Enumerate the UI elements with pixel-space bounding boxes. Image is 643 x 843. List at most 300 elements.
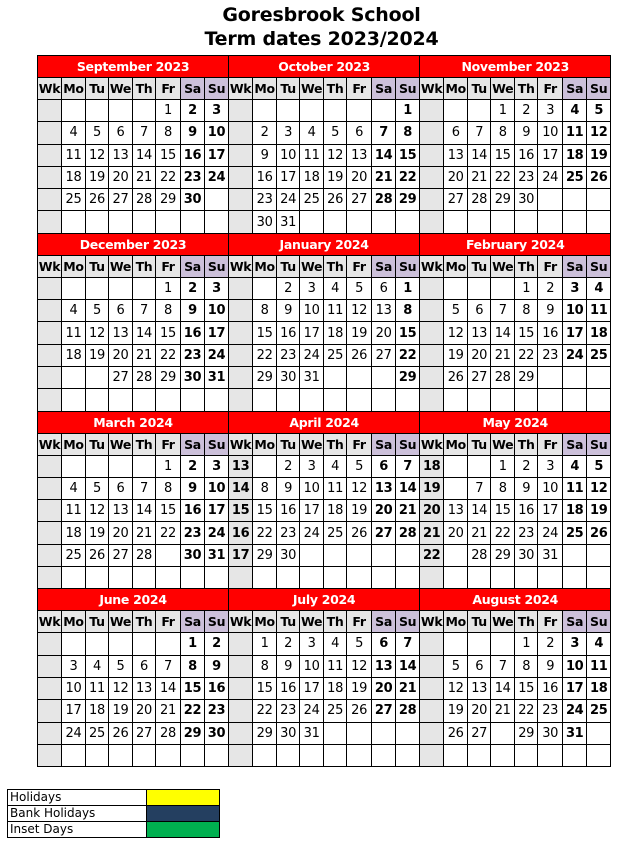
- date-cell: [181, 567, 205, 589]
- date-cell: 24: [538, 522, 563, 544]
- date-cell: [444, 389, 468, 411]
- month-title: February 2024: [420, 233, 611, 255]
- week-number-cell: [420, 100, 444, 122]
- date-cell: 3: [300, 633, 324, 655]
- date-cell: [444, 455, 468, 477]
- date-cell: 3: [205, 277, 229, 299]
- date-cell: 15: [515, 677, 538, 699]
- day-header-wk: Wk: [38, 78, 62, 100]
- date-cell: 29: [491, 189, 515, 211]
- week-number-cell: [38, 277, 62, 299]
- date-cell: 18: [86, 700, 109, 722]
- date-cell: 20: [372, 677, 396, 699]
- date-cell: [133, 100, 156, 122]
- day-header-tu: Tu: [86, 78, 109, 100]
- date-cell: 29: [156, 544, 181, 566]
- date-cell: 6: [372, 633, 396, 655]
- date-cell: [86, 455, 109, 477]
- date-cell: 15: [253, 500, 277, 522]
- date-cell: [372, 366, 396, 388]
- date-cell: [62, 100, 86, 122]
- date-cell: 29: [181, 722, 205, 744]
- week-number-cell: 18: [420, 455, 444, 477]
- date-cell: 14: [133, 500, 156, 522]
- date-cell: 2: [253, 122, 277, 144]
- date-cell: 12: [347, 655, 372, 677]
- date-cell: [563, 389, 587, 411]
- week-row: [38, 144, 611, 166]
- date-cell: [491, 567, 515, 589]
- day-header-su: Su: [205, 611, 229, 633]
- date-cell: 4: [62, 477, 86, 499]
- date-cell: [324, 744, 347, 766]
- date-cell: 23: [277, 700, 300, 722]
- day-header-we: We: [109, 611, 133, 633]
- date-cell: 14: [372, 144, 396, 166]
- date-cell: 11: [563, 477, 587, 499]
- date-cell: 5: [444, 655, 468, 677]
- month-title-row: [38, 411, 611, 433]
- date-cell: 20: [468, 344, 491, 366]
- date-cell: 21: [133, 522, 156, 544]
- date-cell: 28: [491, 366, 515, 388]
- day-header-mo: Mo: [444, 255, 468, 277]
- date-cell: 30: [515, 544, 538, 566]
- day-header-mo: Mo: [62, 255, 86, 277]
- date-cell: 18: [62, 344, 86, 366]
- day-header-tu: Tu: [468, 611, 491, 633]
- date-cell: 9: [277, 300, 300, 322]
- month-title: December 2023: [38, 233, 229, 255]
- date-cell: [300, 100, 324, 122]
- date-cell: 6: [444, 122, 468, 144]
- week-row: [38, 189, 611, 211]
- date-cell: 24: [62, 722, 86, 744]
- date-cell: 18: [563, 144, 587, 166]
- date-cell: 25: [62, 544, 86, 566]
- date-cell: [133, 277, 156, 299]
- date-cell: 10: [205, 477, 229, 499]
- date-cell: 16: [253, 166, 277, 188]
- date-cell: [468, 567, 491, 589]
- legend: [7, 789, 220, 838]
- month-title: October 2023: [229, 56, 420, 78]
- date-cell: [347, 722, 372, 744]
- date-cell: [444, 567, 468, 589]
- date-cell: [563, 744, 587, 766]
- date-cell: 9: [181, 477, 205, 499]
- date-cell: 26: [86, 189, 109, 211]
- date-cell: 1: [515, 277, 538, 299]
- date-cell: 15: [156, 322, 181, 344]
- date-cell: 29: [156, 366, 181, 388]
- date-cell: 4: [324, 277, 347, 299]
- date-cell: 9: [205, 655, 229, 677]
- week-number-cell: [38, 189, 62, 211]
- day-header-fr: Fr: [538, 78, 563, 100]
- date-cell: [347, 100, 372, 122]
- date-cell: 10: [277, 144, 300, 166]
- date-cell: 22: [515, 700, 538, 722]
- date-cell: 31: [277, 211, 300, 233]
- date-cell: 5: [587, 455, 611, 477]
- date-cell: [444, 744, 468, 766]
- day-header-su: Su: [396, 433, 420, 455]
- date-cell: [109, 455, 133, 477]
- date-cell: 18: [563, 500, 587, 522]
- day-header-tu: Tu: [277, 433, 300, 455]
- date-cell: [347, 211, 372, 233]
- date-cell: 2: [205, 633, 229, 655]
- day-header-su: Su: [587, 433, 611, 455]
- date-cell: 7: [468, 477, 491, 499]
- date-cell: [277, 744, 300, 766]
- day-header-th: Th: [515, 611, 538, 633]
- date-cell: [86, 567, 109, 589]
- week-number-cell: [229, 166, 253, 188]
- date-cell: 6: [372, 277, 396, 299]
- date-cell: 27: [444, 544, 468, 566]
- date-cell: [563, 189, 587, 211]
- day-header-sa: Sa: [181, 611, 205, 633]
- date-cell: 1: [156, 100, 181, 122]
- date-cell: 2: [181, 455, 205, 477]
- date-cell: [109, 633, 133, 655]
- week-number-cell: [229, 722, 253, 744]
- date-cell: 10: [563, 300, 587, 322]
- week-number-cell: 15: [229, 500, 253, 522]
- week-number-cell: [420, 700, 444, 722]
- day-header-fr: Fr: [156, 433, 181, 455]
- date-cell: [587, 366, 611, 388]
- date-cell: 28: [396, 700, 420, 722]
- date-cell: [277, 100, 300, 122]
- date-cell: 10: [538, 122, 563, 144]
- day-header-mo: Mo: [253, 433, 277, 455]
- date-cell: 4: [587, 277, 611, 299]
- date-cell: [538, 744, 563, 766]
- date-cell: [347, 544, 372, 566]
- week-number-cell: 17: [229, 544, 253, 566]
- day-header-wk: Wk: [229, 255, 253, 277]
- date-cell: [372, 544, 396, 566]
- week-number-cell: [38, 144, 62, 166]
- date-cell: 27: [372, 700, 396, 722]
- day-header-tu: Tu: [86, 611, 109, 633]
- date-cell: 15: [181, 677, 205, 699]
- date-cell: 19: [109, 700, 133, 722]
- day-header-su: Su: [396, 611, 420, 633]
- date-cell: 16: [181, 500, 205, 522]
- date-cell: 22: [396, 344, 420, 366]
- date-cell: 30: [181, 544, 205, 566]
- date-cell: 12: [109, 677, 133, 699]
- date-cell: 7: [133, 300, 156, 322]
- day-header-mo: Mo: [444, 78, 468, 100]
- date-cell: 17: [300, 322, 324, 344]
- legend-label: Inset Days: [8, 822, 147, 838]
- week-number-cell: [229, 144, 253, 166]
- date-cell: [515, 389, 538, 411]
- date-cell: 27: [109, 366, 133, 388]
- day-header-th: Th: [133, 433, 156, 455]
- date-cell: [109, 211, 133, 233]
- date-cell: 18: [300, 166, 324, 188]
- week-number-cell: [38, 322, 62, 344]
- date-cell: [468, 277, 491, 299]
- date-cell: [300, 567, 324, 589]
- date-cell: 9: [253, 144, 277, 166]
- date-cell: 17: [538, 500, 563, 522]
- month-title: July 2024: [229, 589, 420, 611]
- date-cell: [277, 389, 300, 411]
- day-header-su: Su: [396, 255, 420, 277]
- week-number-cell: 14: [229, 477, 253, 499]
- date-cell: [396, 544, 420, 566]
- date-cell: 30: [515, 189, 538, 211]
- date-cell: 19: [86, 166, 109, 188]
- day-header-su: Su: [205, 255, 229, 277]
- date-cell: [86, 211, 109, 233]
- week-row: [38, 544, 611, 566]
- date-cell: 28: [133, 366, 156, 388]
- day-header-th: Th: [324, 78, 347, 100]
- date-cell: [515, 744, 538, 766]
- date-cell: 31: [205, 544, 229, 566]
- day-header-wk: Wk: [420, 611, 444, 633]
- date-cell: [491, 277, 515, 299]
- date-cell: [347, 389, 372, 411]
- date-cell: 31: [300, 722, 324, 744]
- date-cell: [491, 744, 515, 766]
- day-header-wk: Wk: [38, 611, 62, 633]
- day-header-we: We: [491, 611, 515, 633]
- date-cell: 31: [538, 544, 563, 566]
- date-cell: 2: [277, 455, 300, 477]
- date-cell: [587, 722, 611, 744]
- date-cell: [468, 211, 491, 233]
- date-cell: 17: [62, 700, 86, 722]
- date-cell: 18: [324, 677, 347, 699]
- month-title: January 2024: [229, 233, 420, 255]
- week-number-cell: [420, 122, 444, 144]
- week-number-cell: [38, 166, 62, 188]
- date-cell: 30: [277, 544, 300, 566]
- day-header-wk: Wk: [38, 433, 62, 455]
- date-cell: 23: [181, 344, 205, 366]
- month-title: August 2024: [420, 589, 611, 611]
- date-cell: 1: [491, 455, 515, 477]
- date-cell: 13: [372, 655, 396, 677]
- date-cell: 27: [109, 544, 133, 566]
- date-cell: [109, 277, 133, 299]
- week-number-cell: [38, 722, 62, 744]
- date-cell: [156, 389, 181, 411]
- date-cell: 19: [324, 166, 347, 188]
- date-cell: 22: [253, 344, 277, 366]
- date-cell: 8: [181, 655, 205, 677]
- date-cell: [444, 211, 468, 233]
- date-cell: [109, 567, 133, 589]
- week-number-cell: [420, 211, 444, 233]
- date-cell: 4: [563, 455, 587, 477]
- date-cell: 1: [253, 455, 277, 477]
- week-number-cell: [420, 189, 444, 211]
- date-cell: 30: [205, 722, 229, 744]
- day-header-fr: Fr: [156, 78, 181, 100]
- date-cell: [253, 389, 277, 411]
- date-cell: [324, 100, 347, 122]
- date-cell: [515, 567, 538, 589]
- date-cell: [372, 744, 396, 766]
- date-cell: 22: [156, 344, 181, 366]
- date-cell: 26: [347, 344, 372, 366]
- date-cell: 12: [324, 144, 347, 166]
- date-cell: [563, 544, 587, 566]
- date-cell: 17: [300, 500, 324, 522]
- day-header-we: We: [300, 611, 324, 633]
- date-cell: 4: [563, 100, 587, 122]
- date-cell: [181, 389, 205, 411]
- date-cell: 21: [468, 522, 491, 544]
- day-header-th: Th: [324, 611, 347, 633]
- date-cell: 21: [396, 500, 420, 522]
- week-number-cell: [229, 277, 253, 299]
- date-cell: 24: [563, 344, 587, 366]
- day-header-sa: Sa: [563, 433, 587, 455]
- date-cell: 15: [396, 322, 420, 344]
- day-header-tu: Tu: [86, 433, 109, 455]
- date-cell: [491, 211, 515, 233]
- date-cell: 18: [62, 166, 86, 188]
- date-cell: [253, 100, 277, 122]
- date-cell: 5: [86, 122, 109, 144]
- date-cell: [205, 189, 229, 211]
- day-header-su: Su: [587, 611, 611, 633]
- month-title: June 2024: [38, 589, 229, 611]
- date-cell: [62, 567, 86, 589]
- date-cell: [62, 455, 86, 477]
- date-cell: [444, 277, 468, 299]
- date-cell: 28: [396, 522, 420, 544]
- date-cell: [587, 567, 611, 589]
- date-cell: 19: [86, 522, 109, 544]
- week-row: [38, 477, 611, 499]
- date-cell: 16: [181, 144, 205, 166]
- legend-item: [8, 790, 220, 806]
- day-header-tu: Tu: [468, 78, 491, 100]
- date-cell: 25: [587, 344, 611, 366]
- date-cell: 7: [133, 477, 156, 499]
- week-number-cell: [38, 544, 62, 566]
- date-cell: [444, 100, 468, 122]
- date-cell: 1: [396, 100, 420, 122]
- week-number-cell: [229, 189, 253, 211]
- date-cell: 10: [300, 477, 324, 499]
- date-cell: 16: [515, 144, 538, 166]
- week-number-cell: [38, 477, 62, 499]
- date-cell: 26: [587, 166, 611, 188]
- date-cell: 17: [205, 144, 229, 166]
- date-cell: 25: [62, 189, 86, 211]
- date-cell: [109, 100, 133, 122]
- date-cell: 20: [468, 700, 491, 722]
- date-cell: 23: [538, 344, 563, 366]
- day-header-tu: Tu: [468, 433, 491, 455]
- date-cell: [587, 211, 611, 233]
- week-number-cell: [229, 100, 253, 122]
- date-cell: 23: [515, 166, 538, 188]
- date-cell: 12: [86, 144, 109, 166]
- date-cell: [156, 567, 181, 589]
- date-cell: 23: [277, 344, 300, 366]
- date-cell: 1: [515, 633, 538, 655]
- month-title: September 2023: [38, 56, 229, 78]
- day-header-su: Su: [587, 255, 611, 277]
- date-cell: 11: [62, 322, 86, 344]
- date-cell: 9: [538, 300, 563, 322]
- date-cell: 14: [156, 677, 181, 699]
- date-cell: 25: [587, 700, 611, 722]
- week-row: [38, 500, 611, 522]
- day-header-wk: Wk: [229, 78, 253, 100]
- day-header-sa: Sa: [372, 255, 396, 277]
- date-cell: 16: [277, 677, 300, 699]
- date-cell: 10: [563, 655, 587, 677]
- date-cell: 24: [205, 344, 229, 366]
- week-row: [38, 389, 611, 411]
- date-cell: [587, 744, 611, 766]
- date-cell: 7: [396, 633, 420, 655]
- day-header-sa: Sa: [372, 78, 396, 100]
- day-header-wk: Wk: [229, 433, 253, 455]
- day-header-fr: Fr: [538, 433, 563, 455]
- day-header-mo: Mo: [62, 611, 86, 633]
- week-number-cell: [38, 344, 62, 366]
- date-cell: 9: [181, 122, 205, 144]
- day-header-th: Th: [133, 255, 156, 277]
- week-row: [38, 100, 611, 122]
- date-cell: 1: [491, 100, 515, 122]
- week-number-cell: 22: [420, 544, 444, 566]
- day-header-sa: Sa: [181, 433, 205, 455]
- day-header-fr: Fr: [538, 255, 563, 277]
- date-cell: 5: [86, 477, 109, 499]
- week-row: [38, 366, 611, 388]
- week-row: [38, 677, 611, 699]
- week-number-cell: [229, 322, 253, 344]
- date-cell: 26: [86, 366, 109, 388]
- week-number-cell: [229, 389, 253, 411]
- date-cell: 6: [468, 300, 491, 322]
- date-cell: [86, 633, 109, 655]
- date-cell: 18: [587, 322, 611, 344]
- date-cell: 4: [587, 633, 611, 655]
- date-cell: [396, 211, 420, 233]
- week-number-cell: [420, 633, 444, 655]
- month-title: May 2024: [420, 411, 611, 433]
- date-cell: 26: [347, 522, 372, 544]
- date-cell: 6: [109, 300, 133, 322]
- day-header-fr: Fr: [347, 255, 372, 277]
- legend-item: [8, 806, 220, 822]
- date-cell: 3: [62, 655, 86, 677]
- date-cell: [468, 744, 491, 766]
- week-number-cell: 19: [420, 477, 444, 499]
- week-number-cell: [38, 700, 62, 722]
- date-cell: [444, 633, 468, 655]
- school-name: Goresbrook School: [222, 4, 421, 26]
